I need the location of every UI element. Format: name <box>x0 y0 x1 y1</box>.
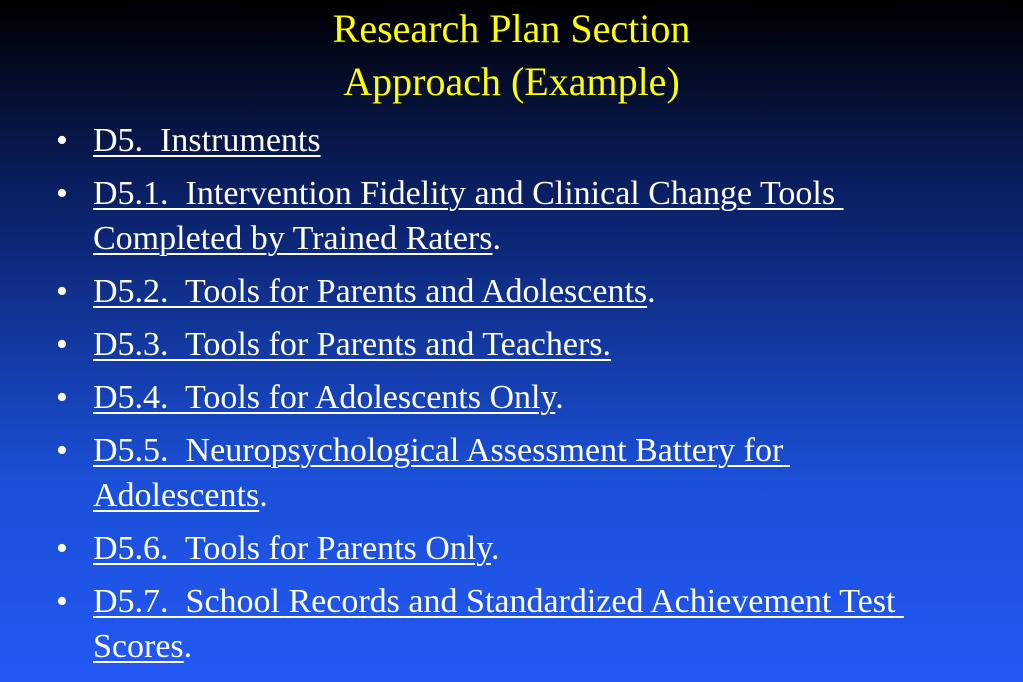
bullet-item-d5-3 <box>56 322 956 367</box>
bullet-dot-icon: • <box>56 175 68 212</box>
link-d5-2[interactable]: D5.2. Tools for Parents and Adolescents <box>93 273 648 310</box>
bullet-item-d5-1 <box>56 171 956 261</box>
bullet-dot-icon: • <box>56 432 68 469</box>
bullet-list <box>56 118 956 677</box>
bullet-dot-icon: • <box>56 273 68 310</box>
link-d5-5[interactable]: D5.5. Neuropsychological Assessment Battery for Adolescents <box>93 432 790 514</box>
title-line-2: Approach (Example) <box>343 59 680 104</box>
bullet-suffix: . <box>259 477 268 514</box>
bullet-suffix: . <box>491 530 500 567</box>
bullet-dot-icon: • <box>56 122 68 159</box>
link-d5-instruments[interactable]: D5. Instruments <box>93 122 321 159</box>
title-line-1: Research Plan Section <box>332 6 691 51</box>
bullet-item-d5-7 <box>56 579 956 669</box>
link-d5-3[interactable]: D5.3. Tools for Parents and Teachers. <box>93 326 612 363</box>
link-d5-6[interactable]: D5.6. Tools for Parents Only <box>93 530 492 567</box>
bullet-item-d5-2 <box>56 269 956 314</box>
slide-title <box>0 2 1023 108</box>
bullet-suffix: . <box>492 220 501 257</box>
bullet-dot-icon: • <box>56 530 68 567</box>
bullet-item-d5-5 <box>56 428 956 518</box>
link-d5-1[interactable]: D5.1. Intervention Fidelity and Clinical Change Tools Completed by Trained Raters <box>93 175 844 257</box>
bullet-item-d5-6 <box>56 526 956 571</box>
link-d5-7[interactable]: D5.7. School Records and Standardized Achievement Test Scores <box>93 583 904 665</box>
bullet-dot-icon: • <box>56 379 68 416</box>
link-d5-4[interactable]: D5.4. Tools for Adolescents Only <box>93 379 556 416</box>
bullet-suffix: . <box>183 628 193 665</box>
bullet-dot-icon: • <box>56 326 68 363</box>
bullet-suffix: . <box>555 379 564 416</box>
bullet-item-d5-4 <box>56 375 956 420</box>
bullet-suffix: . <box>647 273 656 310</box>
bullet-dot-icon: • <box>56 583 68 620</box>
bullet-item-d5 <box>56 118 956 163</box>
